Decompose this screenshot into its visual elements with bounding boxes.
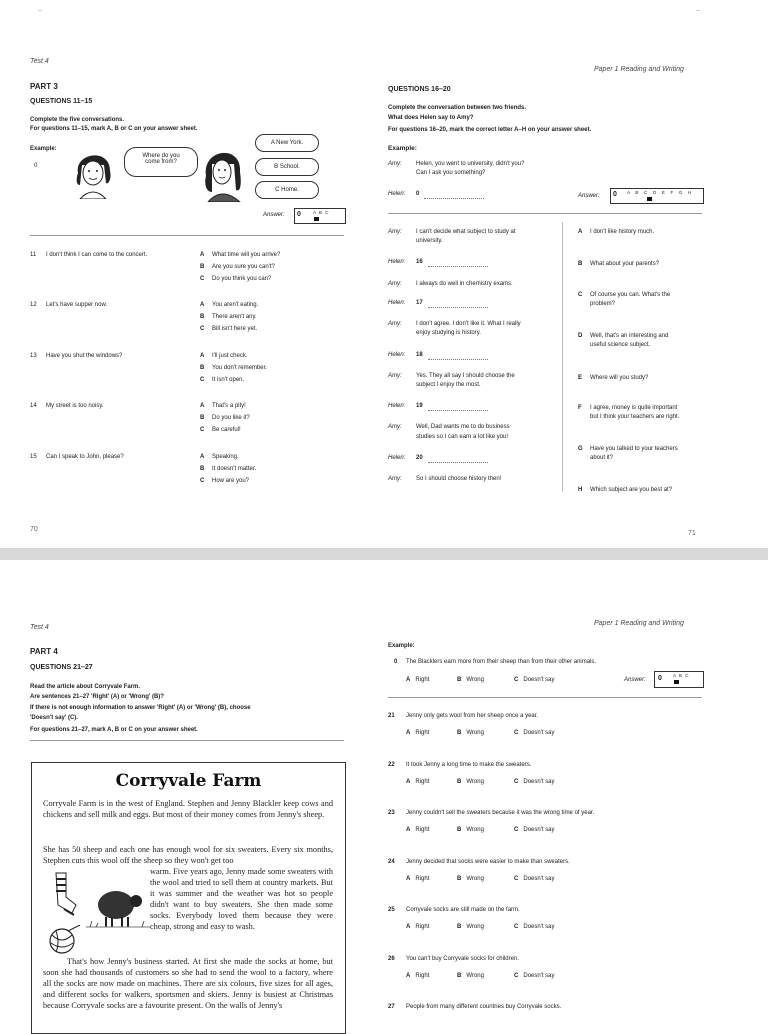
option-letter: B [200, 264, 205, 270]
statement-number: 22 [388, 762, 395, 768]
option-text: How are you? [212, 478, 250, 484]
answer-grid [610, 188, 704, 204]
question-number: 17 [416, 300, 423, 306]
dialogue-text: I always do well in chemistry exams. [416, 281, 513, 287]
option-text: Bill isn't here yet. [212, 326, 258, 332]
page-72 [0, 560, 384, 1024]
choice-letter: H [578, 487, 583, 493]
answer-grid-number: 0 [613, 191, 617, 198]
choice-text: Well, that's an interesting and [590, 333, 669, 339]
option-text: I'll just check. [212, 353, 248, 359]
choice-text: problem? [590, 301, 616, 307]
answer-mark [647, 197, 652, 201]
socks-illustration-icon [50, 871, 82, 917]
option-c: C Doesn't say [514, 924, 555, 930]
option-letter: C [200, 427, 205, 433]
question-number: 14 [30, 403, 37, 409]
answer-grid-number: 0 [658, 675, 662, 682]
question-text: I don't think I can come to the concert. [46, 252, 148, 258]
column-divider [562, 222, 563, 492]
answer-blank [428, 260, 488, 267]
option-letter: C [200, 326, 205, 332]
option-letter: A [200, 353, 205, 359]
choice-letter: B [578, 261, 583, 267]
question-text: Let's have supper now. [46, 302, 108, 308]
page-71 [384, 0, 768, 548]
statement-text: You can't buy Corryvale socks for children. [406, 956, 519, 962]
answer-blank [428, 301, 488, 308]
article-paragraph: She has 50 sheep and each one has enough wool for six sweaters. Every six months, Stephen cuts this wool off the sheep so they won't get too [43, 845, 333, 865]
speaker: Amy: [388, 476, 402, 482]
part-heading: PART 4 [30, 647, 58, 656]
choice-letter: E [578, 375, 583, 381]
question-number: 15 [30, 454, 37, 460]
option-text: There aren't any. [212, 314, 257, 320]
dialogue-text: studies so I can earn a lot like you! [416, 434, 509, 440]
statement-text: Jenny only gets wool from her sheep once a year. [406, 713, 539, 719]
speaker: Helen: [388, 352, 406, 358]
dialogue-text: Yes. They all say I should choose the [416, 373, 515, 379]
question-number: 18 [416, 352, 423, 358]
speaker: Helen: [388, 259, 406, 265]
answer-grid-letters: A B C [313, 210, 330, 215]
option-text: You don't remember. [212, 365, 267, 371]
divider [30, 235, 344, 236]
speech-line: Where do you [142, 153, 180, 159]
option-c: C Doesn't say [514, 730, 555, 736]
statement-number: 27 [388, 1004, 395, 1010]
option-text: Are you sure you can't? [212, 264, 275, 270]
running-head: Paper 1 Reading and Writing [594, 66, 684, 73]
option-a: A Right [406, 779, 430, 785]
question-number: 13 [30, 353, 37, 359]
dialogue-text: university. [416, 238, 443, 244]
answer-label: Answer: [263, 212, 285, 218]
dialogue-text: subject I enjoy the most. [416, 382, 481, 388]
option-letter: B [200, 415, 205, 421]
speaker: Amy: [388, 321, 402, 327]
choice-letter: A [578, 229, 583, 235]
option-b: B Wrong [457, 876, 484, 882]
wool-ball-illustration-icon [46, 925, 82, 955]
dialogue-text: So I should choose history then! [416, 476, 502, 482]
divider [388, 697, 702, 698]
dialogue-text: Helen, you went to university, didn't you? [416, 161, 525, 167]
running-head: Paper 1 Reading and Writing [594, 620, 684, 627]
instruction: Complete the conversation between two friends. [388, 105, 527, 111]
option-b: B Wrong [457, 779, 484, 785]
option-c: C Doesn't say [514, 876, 555, 882]
questions-heading: QUESTIONS 11–15 [30, 98, 93, 105]
option-text: What time will you arrive? [212, 252, 281, 258]
example-label: Example: [30, 146, 57, 152]
questions-heading: QUESTIONS 16–20 [388, 86, 451, 93]
option-b: B Wrong [457, 677, 484, 683]
option-text: That's a pity! [212, 403, 246, 409]
option-a: A Right [406, 876, 430, 882]
answer-grid-letters: A B C [673, 673, 690, 678]
question-number: 11 [30, 252, 37, 258]
option-a: A Right [406, 827, 430, 833]
option-text: Be careful! [212, 427, 241, 433]
article-box [31, 762, 346, 1034]
page-73 [384, 560, 768, 1024]
option-text: Speaking. [212, 454, 239, 460]
running-head: Test 4 [30, 624, 49, 631]
statement-number: 21 [388, 713, 395, 719]
instruction: Complete the five conversations. [30, 117, 125, 123]
speaker: Amy: [388, 161, 402, 167]
example-label: Example: [388, 643, 415, 649]
example-number: 0 [34, 163, 38, 169]
option-letter: B [200, 466, 205, 472]
speaker: Helen: [388, 300, 406, 306]
dialogue-text: Well, Dad wants me to do business [416, 424, 510, 430]
dialogue-text: enjoy studying is history. [416, 330, 481, 336]
speech-bubble [124, 147, 198, 177]
spread-separator [0, 548, 768, 560]
choice-text: Which subject are you best at? [590, 487, 673, 493]
question-number: 20 [416, 455, 423, 461]
statement-number: 24 [388, 859, 395, 865]
instruction: If there is not enough information to answer 'Right' (A) or 'Wrong' (B), choose [30, 705, 251, 711]
question-number: 12 [30, 302, 37, 308]
answer-grid [654, 671, 704, 688]
option-c: C Doesn't say [514, 973, 555, 979]
statement-number: 23 [388, 810, 395, 816]
page-number: 70 [30, 526, 38, 533]
option-letter: A [200, 302, 205, 308]
speaker: Amy: [388, 229, 402, 235]
option-text: It isn't open. [212, 377, 245, 383]
divider [388, 213, 702, 214]
speaker: Helen: [388, 191, 406, 197]
example-label: Example: [388, 145, 417, 152]
dialogue-text: I don't agree. I don't like it. What I really [416, 321, 521, 327]
choice-text: I don't like history much. [590, 229, 655, 235]
option-letter: C [200, 276, 205, 282]
speaker: Amy: [388, 373, 402, 379]
option-text: Do you like it? [212, 415, 250, 421]
option-a: A Right [406, 924, 430, 930]
article-paragraph: Corryvale Farm is in the west of England. Stephen and Jenny Blackler keep cows and chickens and sell milk and eggs. But most of their money comes from Jenny's sheep. [43, 799, 333, 819]
example-number: 0 [416, 191, 420, 197]
divider [30, 740, 344, 741]
option-bubble: C Home. [255, 181, 319, 199]
option-c: C Doesn't say [514, 677, 555, 683]
example-number: 0 [394, 659, 398, 665]
page-70 [0, 0, 384, 548]
option-letter: B [200, 365, 205, 371]
speaker: Amy: [388, 424, 402, 430]
option-letter: A [200, 252, 205, 258]
option-text: You aren't eating. [212, 302, 259, 308]
option-b: B Wrong [457, 924, 484, 930]
option-text: It doesn't matter. [212, 466, 257, 472]
speaker: Helen: [388, 455, 406, 461]
bottom-spread [0, 560, 768, 1024]
instruction: What does Helen say to Amy? [388, 115, 474, 121]
statement-text: Corryvale socks are still made on the farm. [406, 907, 520, 913]
option-a: A Right [406, 730, 430, 736]
answer-grid [294, 208, 346, 224]
answer-label: Answer: [578, 193, 600, 199]
dialogue-text: I can't decide what subject to study at [416, 229, 516, 235]
instruction: For questions 16–20, mark the correct letter A–H on your answer sheet. [388, 127, 592, 133]
statement-number: 25 [388, 907, 395, 913]
article-title: Corryvale Farm [115, 771, 262, 791]
statement-text: Jenny couldn't sell the sweaters because it was the wrong time of year. [406, 810, 595, 816]
option-b: B Wrong [457, 973, 484, 979]
choice-text: about it? [590, 455, 614, 461]
instruction: 'Doesn't say' (C). [30, 715, 78, 721]
answer-blank [424, 192, 484, 199]
option-c: C Doesn't say [514, 827, 555, 833]
choice-text: Have you talked to your teachers [590, 446, 678, 452]
option-c: C Doesn't say [514, 779, 555, 785]
option-b: B Wrong [457, 827, 484, 833]
choice-text: I agree, money is quite important [590, 405, 678, 411]
choice-letter: D [578, 333, 583, 339]
instruction: Are sentences 21–27 'Right' (A) or 'Wrong' (B)? [30, 694, 164, 700]
choice-text: Of course you can. What's the [590, 292, 671, 298]
page-number: 71 [688, 530, 696, 537]
question-text: Can I speak to John, please? [46, 454, 124, 460]
running-head: Test 4 [30, 58, 49, 65]
part-heading: PART 3 [30, 82, 58, 91]
statement-text: Jenny decided that socks were easier to make than sweaters. [406, 859, 570, 865]
option-letter: B [200, 314, 205, 320]
statement-text: It took Jenny a long time to make the sweaters. [406, 762, 532, 768]
article-paragraph: That's how Jenny's business started. At first she made the socks at home, but soon she had thousands of customers so she had to send the wool to a factory, where all the socks are now made on machines. There are six colours, five sizes for all ages, and different socks for walkers, sportsmen and skiers. Jenny is busiest at Christmas because Corryvale socks are a favourite present. On the walls of Jenny's [43, 957, 333, 1010]
speech-line: come from? [145, 159, 177, 165]
statement-text: People from many different countries buy Corryvale socks. [406, 1004, 562, 1010]
choice-text: but I think your teachers are right. [590, 414, 680, 420]
answer-mark [674, 680, 679, 684]
answer-label: Answer: [624, 677, 646, 683]
statement-number: 26 [388, 956, 395, 962]
statement-text: The Blacklers earn more from their sheep than from their other animals. [406, 659, 597, 665]
option-b: B Wrong [457, 730, 484, 736]
question-number: 16 [416, 259, 423, 265]
option-a: A Right [406, 677, 430, 683]
answer-mark [314, 217, 319, 221]
answer-grid-number: 0 [297, 211, 301, 218]
option-a: A Right [406, 973, 430, 979]
option-letter: A [200, 403, 205, 409]
answer-blank [428, 456, 488, 463]
question-text: Have you shut the windows? [46, 353, 123, 359]
sheep-illustration-icon [86, 883, 150, 931]
choice-letter: G [578, 446, 583, 452]
choice-letter: F [578, 405, 582, 411]
instruction: Read the article about Corryvale Farm. [30, 684, 141, 690]
option-letter: A [200, 454, 205, 460]
dialogue-text: Can I ask you something? [416, 170, 486, 176]
option-bubble: B School. [255, 158, 319, 176]
article-paragraph: warm. Five years ago, Jenny made some sweaters with the wool and tried to sell them at country markets. But it was summer and the weather was hot so people didn't want to buy sweaters. She then made some socks. Everybody loved them because they were cheap, strong and easy to wash. [150, 867, 333, 931]
question-number: 19 [416, 403, 423, 409]
questions-heading: QUESTIONS 21–27 [30, 664, 93, 671]
choice-text: What about your parents? [590, 261, 660, 267]
answer-grid-letters: A B C D E F G H [627, 190, 694, 195]
speaker: Helen: [388, 403, 406, 409]
option-letter: C [200, 478, 205, 484]
choice-letter: C [578, 292, 583, 298]
option-letter: C [200, 377, 205, 383]
instruction: For questions 21–27, mark A, B or C on your answer sheet. [30, 727, 198, 733]
answer-blank [428, 404, 488, 411]
question-text: My street is too noisy. [46, 403, 104, 409]
girl-illustration-icon [200, 142, 246, 202]
answer-blank [428, 353, 488, 360]
instruction: For questions 11–15, mark A, B or C on your answer sheet. [30, 126, 198, 132]
speaker: Amy: [388, 281, 402, 287]
scan-mark: ~ [696, 8, 701, 15]
choice-text: Where will you study? [590, 375, 649, 381]
choice-text: useful science subject. [590, 342, 651, 348]
option-text: Do you think you can? [212, 276, 272, 282]
girl-illustration-icon [70, 145, 116, 199]
option-bubble: A New York. [255, 134, 319, 152]
scan-mark: ~ [38, 8, 43, 15]
